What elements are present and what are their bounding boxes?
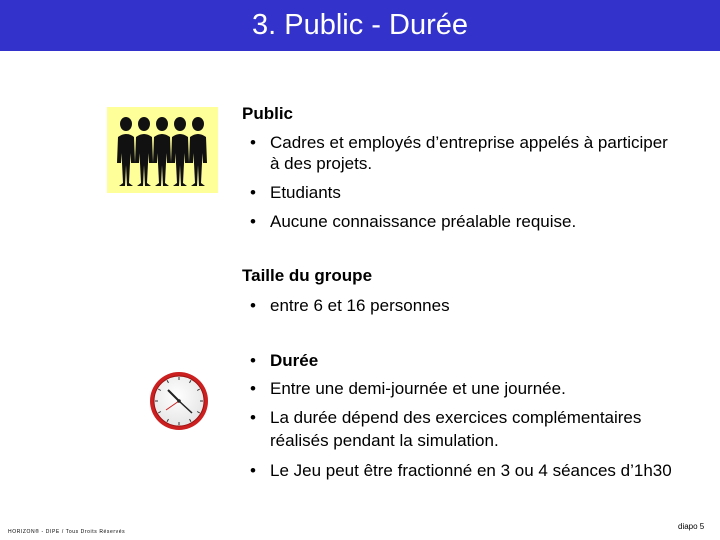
- bullet-dot: •: [250, 296, 256, 315]
- person-silhouette: [153, 117, 171, 186]
- bullet-dot: •: [250, 183, 256, 202]
- group-size-item-1: entre 6 et 16 personnes: [270, 296, 450, 315]
- group-of-people-icon: [107, 107, 218, 193]
- person-silhouette: [171, 117, 189, 186]
- footer-slide-number: diapo 5: [678, 522, 705, 531]
- footer-copyright: HORIZON® - DIPE / Tous Droits Réservés: [8, 529, 126, 535]
- bullet-dot: •: [250, 379, 256, 398]
- public-item-3: Aucune connaissance préalable requise.: [270, 212, 577, 231]
- bullet-dot: •: [250, 461, 256, 480]
- bullet-dot: •: [250, 212, 256, 231]
- bullet-dot: •: [250, 408, 256, 427]
- bullet-dot: •: [250, 351, 256, 370]
- public-item-2: Etudiants: [270, 183, 341, 202]
- person-silhouette: [135, 117, 153, 186]
- public-item-1: Cadres et employés d’entreprise appelés à participer: [270, 133, 668, 152]
- public-heading: Public: [242, 104, 294, 123]
- group-size-heading: Taille du groupe: [242, 266, 373, 285]
- duration-item-2-cont: réalisés pendant la simulation.: [270, 431, 499, 450]
- duration-item-2: La durée dépend des exercices complémentaires: [270, 408, 642, 427]
- bullet-dot: •: [250, 133, 256, 152]
- wall-clock-icon: [148, 370, 210, 437]
- person-silhouette: [189, 117, 207, 186]
- duration-item-3: Le Jeu peut être fractionné en 3 ou 4 séances d’1h30: [270, 461, 672, 480]
- duration-item-1: Entre une demi-journée et une journée.: [270, 379, 566, 398]
- slide-title: 3. Public - Durée: [252, 9, 468, 41]
- duration-heading: Durée: [270, 351, 319, 370]
- person-silhouette: [117, 117, 135, 186]
- public-item-1-cont: à des projets.: [270, 154, 373, 173]
